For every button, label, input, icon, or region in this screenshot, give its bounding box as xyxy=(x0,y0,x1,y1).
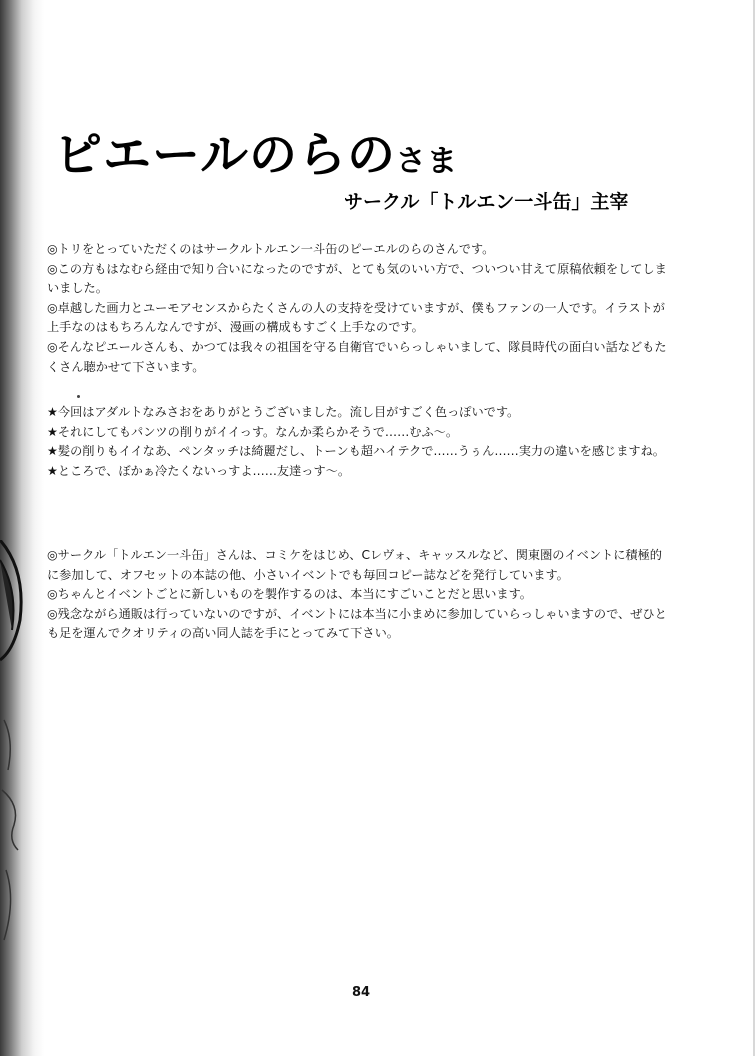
adjacent-page-illustration-edge xyxy=(0,540,26,960)
comment-paragraph: ★ところで、ぼかぁ冷たくないっすよ……友達っす～。 xyxy=(47,463,351,478)
comment-paragraph: ★髪の削りもイイなあ、ペンタッチは綺麗だし、トーンも超ハイテクで……うぅん……実力の違いを感じますね。 xyxy=(47,444,665,459)
page-title xyxy=(54,116,458,185)
circle-info-section xyxy=(47,546,667,644)
comment-paragraph: ★それにしてもパンツの削りがイイっす。なんか柔らかそうで……むふ～。 xyxy=(47,424,459,439)
comment-section xyxy=(47,403,667,481)
intro-paragraph: ◎この方もはなむら経由で知り合いになったのですが、とても気のいい方で、ついつい甘えて原稿依頼をしてしまいました。 xyxy=(47,261,667,296)
intro-paragraph: ◎卓越した画力とユーモアセンスからたくさんの人の支持を受けていますが、僕もファンの一人です。イラストが上手なのはもちろんなんですが、漫画の構成もすごく上手なのです。 xyxy=(47,300,665,335)
intro-paragraph: ◎そんなピエールさんも、かつては我々の祖国を守る自衛官でいらっしゃいまして、隊員時代の面白い話などもたくさん聴かせて下さいます。 xyxy=(47,339,667,374)
circle-subtitle: サークル「トルエン一斗缶」主宰 xyxy=(344,191,629,213)
page-number: 84 xyxy=(351,985,371,1000)
intro-section xyxy=(47,240,667,377)
print-speck xyxy=(77,395,80,398)
circle-info-paragraph: ◎ちゃんとイベントごとに新しいものを製作するのは、本当にすごいことだと思います。 xyxy=(47,587,532,602)
circle-info-paragraph: ◎サークル「トルエン一斗缶」さんは、コミケをはじめ、Cレヴォ、キャッスルなど、関東圏のイベントに積極的に参加して、オフセットの本誌の他、小さいイベントでも毎回コピー誌などを発行しています。 xyxy=(47,548,662,582)
title-name: ピエールのらの xyxy=(54,127,397,183)
title-honorific: さま xyxy=(396,144,459,179)
comment-paragraph: ★今回はアダルトなみさおをありがとうございました。流し目がすごく色っぽいです。 xyxy=(47,405,520,419)
intro-paragraph: ◎トリをとっていただくのはサークルトルエン一斗缶のピーエルのらのさんです。 xyxy=(47,242,495,256)
circle-info-paragraph: ◎残念ながら通販は行っていないのですが、イベントには本当に小まめに参加していらっしゃいますので、ぜひとも足を運んでクオリティの高い同人誌を手にとってみて下さい。 xyxy=(47,606,667,641)
